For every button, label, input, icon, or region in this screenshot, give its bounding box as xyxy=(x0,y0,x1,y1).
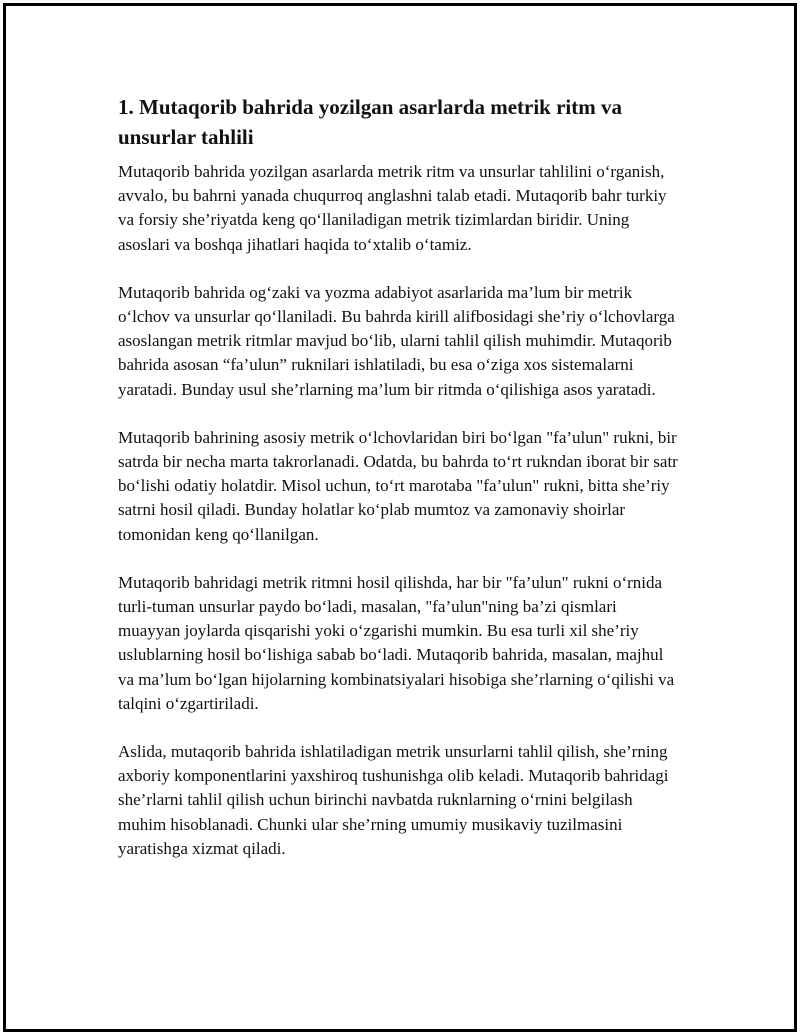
paragraph-4: Mutaqorib bahridagi metrik ritmni hosil qilishda, har bir "fa’ulun" rukni o‘rnida turli-tuman unsurlar paydo bo‘ladi, masalan, "fa’ulun"ning ba’zi qismlari muayyan joylarda qisqarishi yoki o‘zgarishi mumkin. Bu esa turli xil she’riy uslublarning hosil bo‘lishiga sabab bo‘ladi. Mutaqorib bahrida, masalan, majhul va ma’lum bo‘lgan hijolarning kombinatsiyalari hisobiga she’rlarning o‘qilishi va talqini o‘zgartiriladi. xyxy=(118,572,675,713)
paragraph-5: Aslida, mutaqorib bahrida ishlatiladigan metrik unsurlarni tahlil qilish, she’rning axboriy komponentlarini yaxshiroq tushunishga olib keladi. Mutaqorib bahridagi she’rlarni tahlil qilish uchun birinchi navbatda ruknlarning o‘rnini belgilash muhim hisoblanadi. Chunki ular she’rning umumiy musikaviy tuzilmasini yaratishga xizmat qiladi. xyxy=(118,742,669,858)
paragraph-3: Mutaqorib bahrining asosiy metrik o‘lchovlaridan biri bo‘lgan "fa’ulun" rukni, bir satrda bir necha marta takrorlanadi. Odatda, bu bahrda to‘rt rukndan iborat bir satr bo‘lishi odatiy holatdir. Misol uchun, to‘rt marotaba "fa’ulun" rukni, bitta she’riy satrni hosil qiladi. Bunday holatlar ko‘plab mumtoz va zamonaviy shoirlar tomonidan keng qo‘llanilgan. xyxy=(118,427,678,544)
section-heading: 1. Mutaqorib bahrida yozilgan asarlarda metrik ritm va unsurlar tahlili xyxy=(118,95,622,149)
paragraph-2: Mutaqorib bahrida og‘zaki va yozma adabiyot asarlarida ma’lum bir metrik o‘lchov va unsurlar qo‘llaniladi. Bu bahrda kirill alifbosidagi she’riy o‘lchovlarga asoslangan metrik ritmlar mavjud bo‘lib, ularni tahlil qilish muhimdir. Mutaqorib bahrida asosan “fa’ulun” ruknilari ishlatiladi, bu esa o‘ziga xos sistemalarni yaratadi. Bunday usul she’rlarning ma’lum bir ritmda o‘qilishiga asos yaratadi. xyxy=(118,282,675,399)
document-body xyxy=(118,92,678,885)
paragraph-1: Mutaqorib bahrida yozilgan asarlarda metrik ritm va unsurlar tahlilini o‘rganish, avvalo, bu bahrni yanada chuqurroq anglashni talab etadi. Mutaqorib bahr turkiy va forsiy she’riyatda keng qo‘llaniladigan metrik tizimlardan biridir. Uning asoslari va boshqa jihatlari haqida to‘xtalib o‘tamiz. xyxy=(118,162,667,254)
